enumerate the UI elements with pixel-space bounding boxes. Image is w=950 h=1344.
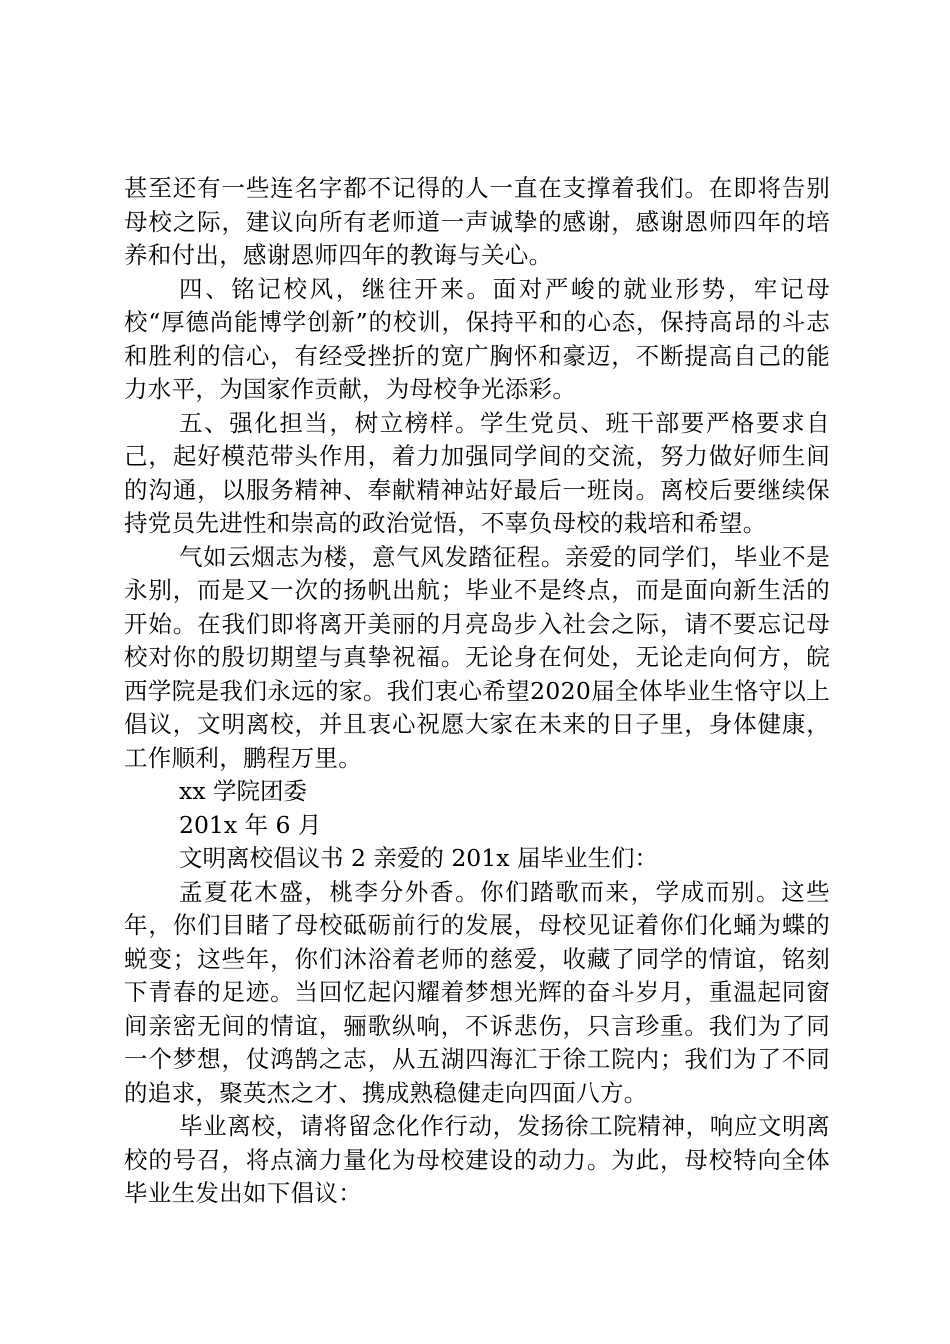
- signature-date: 201x 年 6 月: [179, 810, 322, 839]
- document-body: [124, 172, 830, 1211]
- letter2-heading: 文明离校倡议书 2 亲爱的 201x 届毕业生们：: [179, 844, 658, 872]
- paragraph-point-five: 五、强化担当，树立榜样。学生党员、班干部要严格要求自己，起好模范带头作用，着力加强同学间的交流，努力做好师生间的沟通，以服务精神、奉献精神站好最后一班岗。离校后要继续保持党员先进性和崇高的政治觉悟，不辜负母校的栽培和希望。: [124, 408, 830, 537]
- paragraph-continuation: 甚至还有一些连名字都不记得的人一直在支撑着我们。在即将告别母校之际，建议向所有老师道一声诚挚的感谢，感谢恩师四年的培养和付出，感谢恩师四年的教诲与关心。: [124, 174, 830, 269]
- letter2-paragraph-proposal: 毕业离校，请将留念化作行动，发扬徐工院精神，响应文明离校的号召，将点滴力量化为母校建设的动力。为此，母校特向全体毕业生发出如下倡议：: [124, 1112, 830, 1207]
- signature-org: xx 学院团委: [179, 777, 307, 805]
- paragraph-point-four: 四、铭记校风，继往开来。面对严峻的就业形势，牢记母校“厚德尚能博学创新”的校训，保持平和的心态，保持高昂的斗志和胜利的信心，有经受挫折的宽广胸怀和豪迈，不断提高自己的能力水平，为国家作贡献，为母校争光添彩。: [124, 274, 830, 403]
- paragraph-closing: 气如云烟志为楼，意气风发踏征程。亲爱的同学们，毕业不是永别，而是又一次的扬帆出航；毕业不是终点，而是面向新生活的开始。在我们即将离开美丽的月亮岛步入社会之际，请不要忘记母校对你的殷切期望与真挚祝福。无论身在何处，无论走向何方，皖西学院是我们永远的家。我们衷心希望2020届全体毕业生恪守以上倡议，文明离校，并且衷心祝愿大家在未来的日子里，身体健康，工作顺利，鹏程万里。: [124, 542, 830, 772]
- letter2-paragraph-intro: 孟夏花木盛，桃李分外香。你们踏歌而来，学成而别。这些年，你们目睹了母校砥砺前行的发展，母校见证着你们化蛹为蝶的蜕变；这些年，你们沐浴着老师的慈爱，收藏了同学的情谊，铭刻下青春的足迹。当回忆起闪耀着梦想光辉的奋斗岁月，重温起同窗间亲密无间的情谊，骊歌纵响，不诉悲伤，只言珍重。我们为了同一个梦想，仗鸿鹄之志，从五湖四海汇于徐工院内；我们为了不同的追求，聚英杰之才、携成熟稳健走向四面八方。: [124, 877, 830, 1107]
